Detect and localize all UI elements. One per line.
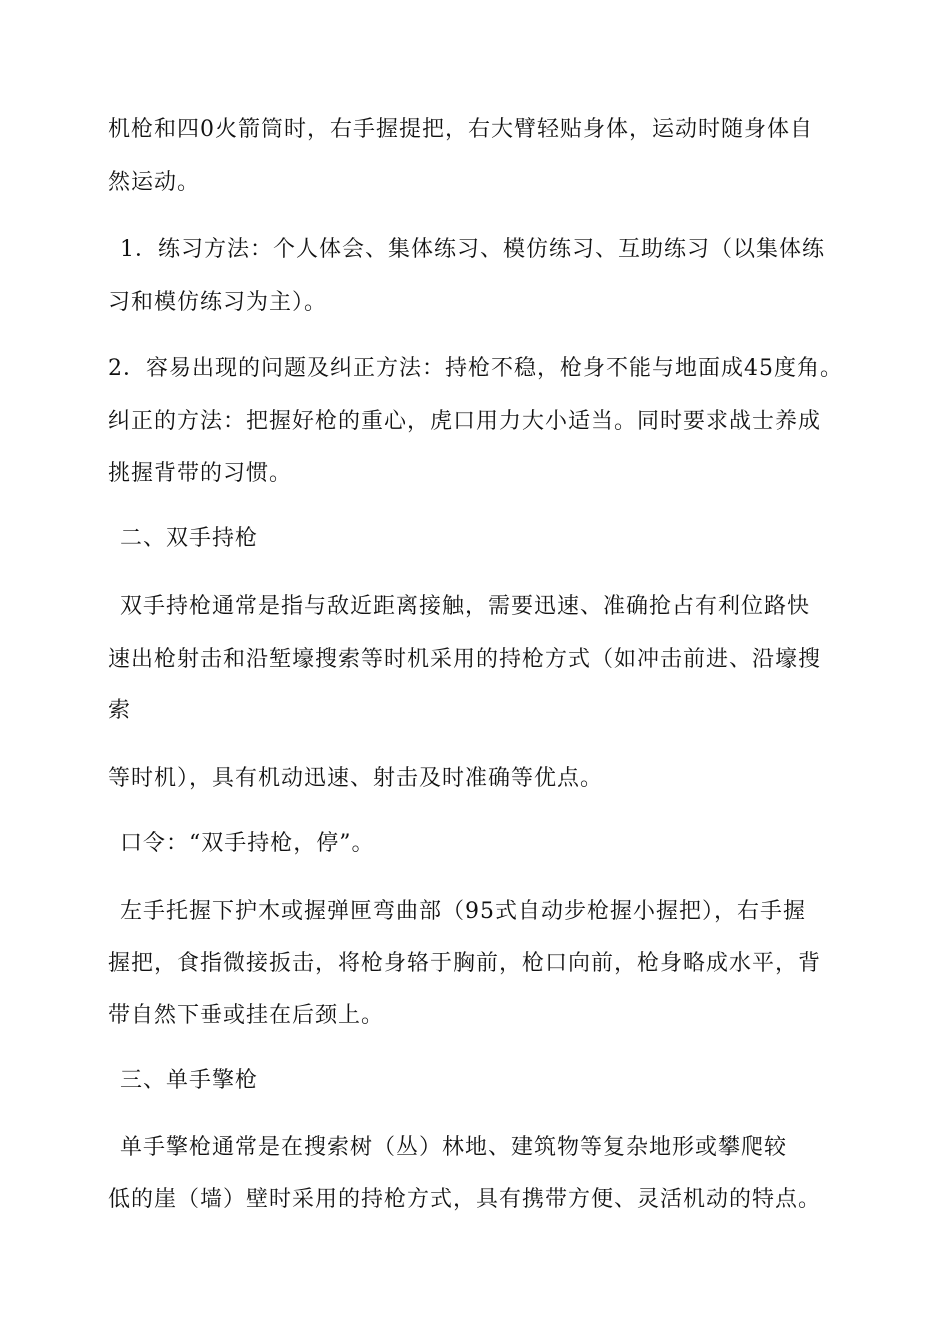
text-line: 速出枪射击和沿堑壕搜索等时机采用的持枪方式（如冲击前进、沿壕搜 xyxy=(108,647,822,672)
text-line: 低的崖（墙）壁时采用的持枪方式，具有携带方便、灵活机动的特点。 xyxy=(108,1187,822,1212)
text-line: 等时机），具有机动迅速、射击及时准确等优点。 xyxy=(108,766,604,791)
text-line: 习和模仿练习为主）。 xyxy=(108,290,328,315)
text-line: 纠正的方法：把握好枪的重心，虎口用力大小适当。同时要求战士养成 xyxy=(108,409,822,434)
text-line: 双手持枪通常是指与敌近距离接触，需要迅速、准确抢占有利位路快 xyxy=(120,594,811,619)
section-heading-2: 二、双手持枪 xyxy=(120,526,259,551)
text-line: 带自然下垂或挂在后颈上。 xyxy=(108,1003,385,1028)
text-line: 单手擎枪通常是在搜索树（丛）林地、建筑物等复杂地形或攀爬较 xyxy=(120,1135,788,1160)
text-line: 机枪和四0火箭筒时，右手握提把，右大臂轻贴身体，运动时随身体自 xyxy=(108,117,813,142)
text-line: 索 xyxy=(108,698,132,723)
command-line: 口令：“双手持枪，停”。 xyxy=(120,831,375,856)
list-item-1: 1．练习方法：个人体会、集体练习、模仿练习、互助练习（以集体练 xyxy=(120,237,825,262)
text-line: 挑握背带的习惯。 xyxy=(108,461,293,486)
text-line: 然运动。 xyxy=(108,170,201,195)
text-line: 左手托握下护木或握弹匣弯曲部（95式自动步枪握小握把），右手握 xyxy=(120,899,806,924)
text-line: 握把，食指微接扳击，将枪身辂于胸前，枪口向前，枪身略成水平，背 xyxy=(108,951,822,976)
list-item-2: 2．容易出现的问题及纠正方法：持枪不稳，枪身不能与地面成45度角。 xyxy=(108,356,843,381)
section-heading-3: 三、单手擎枪 xyxy=(120,1068,259,1093)
